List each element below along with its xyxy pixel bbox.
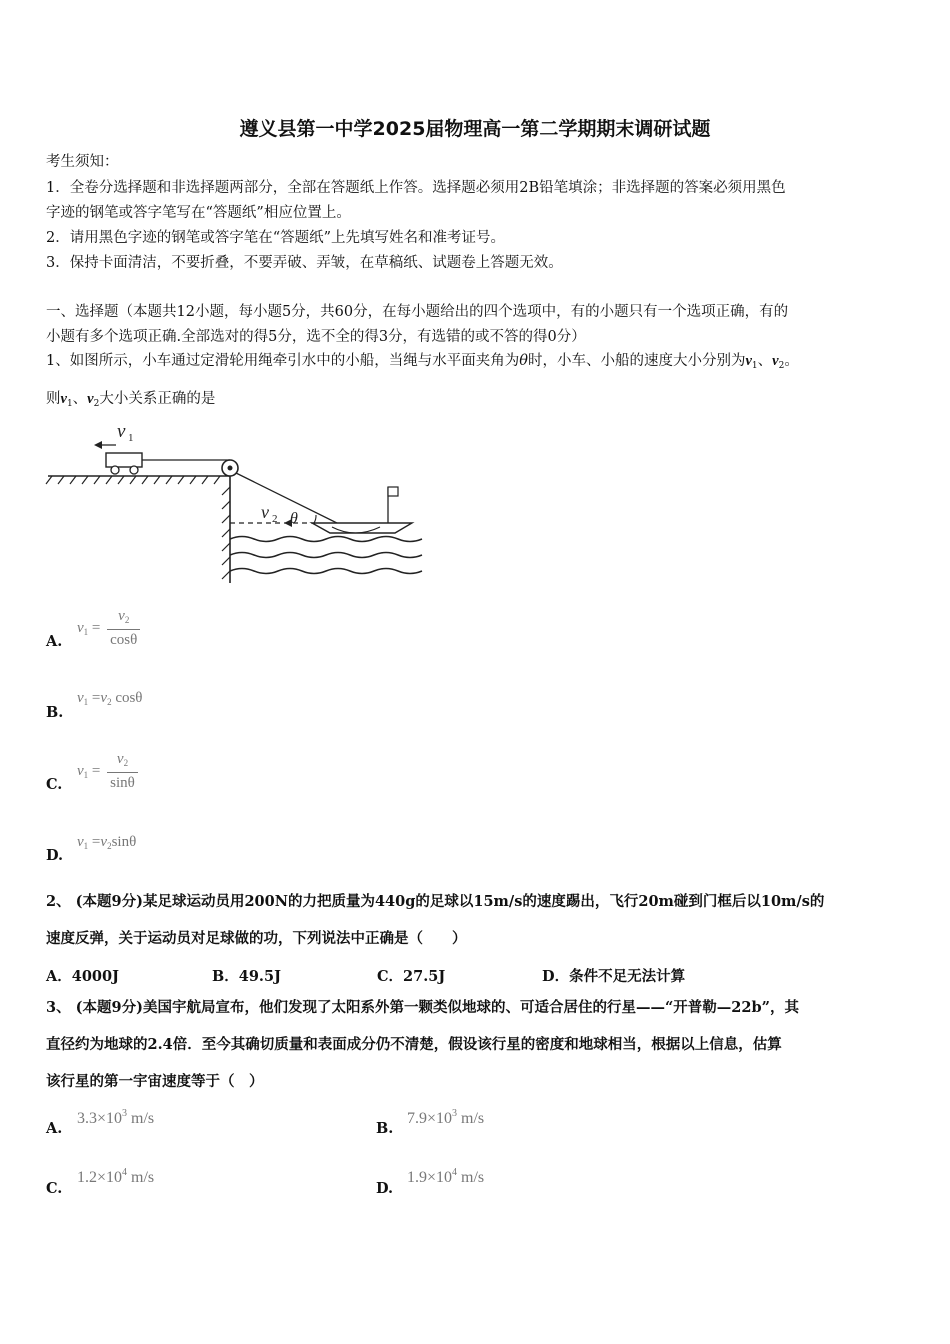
q3-stem-line3: 该行星的第一宇宙速度等于（ ） bbox=[46, 1073, 264, 1090]
q3-option-b-label: B. bbox=[376, 1120, 394, 1137]
page-title: 遵义县第一中学2025届物理高一第二学期期末调研试题 bbox=[239, 118, 711, 140]
notice-item-2: 2．请用黑色字迹的钢笔或答字笔在“答题纸”上先填写姓名和准考证号。 bbox=[46, 230, 506, 246]
q2-option-c: C．27.5J bbox=[377, 968, 446, 985]
section-heading-line1: 一、选择题（本题共12小题，每小题5分，共60分，在每小题给出的四个选项中，有的小题只有一个选项正确，有的 bbox=[46, 304, 789, 320]
q3-option-a-value: $3.3\times 10^3$ m/s bbox=[77, 1108, 155, 1127]
q2-option-a: A．4000J bbox=[46, 968, 119, 985]
q1-option-d-label: D. bbox=[46, 847, 64, 864]
theta-label: θ bbox=[290, 510, 298, 527]
q1-option-b-formula: $v_1 =v_2$ cosθ bbox=[77, 690, 143, 707]
q1-option-c-formula: $v_1$ = $\frac{v_2}{\sin\theta}$ bbox=[77, 750, 138, 793]
notice-item-1: 1．全卷分选择题和非选择题两部分，全部在答题纸上作答。选择题必须用2B铅笔填涂；非选择题的答案必须用黑色 bbox=[46, 180, 786, 196]
q3-option-b-value: $7.9\times 10^3$ m/s bbox=[407, 1108, 485, 1127]
notice-heading: 考生须知： bbox=[46, 154, 119, 170]
notice-item-1-cont: 字迹的钢笔或答字笔写在“答题纸”相应位置上。 bbox=[46, 205, 351, 221]
q3-stem-line1: 3、 (本题9分)美国宇航局宣布，他们发现了太阳系外第一颗类似地球的、可适合居住的行星——“开普勒—22b”，其 bbox=[46, 999, 799, 1016]
q1-option-a-formula: $v_1$ = $\frac{v_2}{\cos\theta}$ bbox=[77, 607, 140, 650]
q1-stem-line1: 1、如图所示，小车通过定滑轮用绳牵引水中的小船，当绳与水平面夹角为θ时，小车、小船的速度大小分别为$v_1$、$v_2$。 bbox=[46, 353, 799, 371]
q3-option-d-label: D. bbox=[376, 1180, 394, 1197]
q2-option-d: D．条件不足无法计算 bbox=[542, 968, 686, 985]
q1-option-c-label: C. bbox=[46, 776, 63, 793]
notice-item-3: 3．保持卡面清洁，不要折叠，不要弄破、弄皱，在草稿纸、试题卷上答题无效。 bbox=[46, 255, 563, 271]
v1-label: v bbox=[117, 421, 126, 442]
v2-sub: 2 bbox=[272, 513, 278, 525]
q2-stem-line2: 速度反弹，关于运动员对足球做的功，下列说法中正确是（ ） bbox=[46, 930, 467, 947]
q3-option-c-value: $1.2\times 10^4$ m/s bbox=[77, 1167, 155, 1186]
v2-label: v bbox=[261, 502, 269, 522]
q3-option-d-value: $1.9\times 10^4$ m/s bbox=[407, 1167, 485, 1186]
section-heading-line2: 小题有多个选项正确.全部选对的得5分，选不全的得3分，有选错的或不答的得0分） bbox=[46, 329, 586, 345]
q3-option-a-label: A. bbox=[46, 1120, 63, 1137]
q1-stem-line2: 则$v_1$、$v_2$大小关系正确的是 bbox=[46, 391, 216, 409]
q2-option-b: B．49.5J bbox=[212, 968, 281, 985]
q2-stem-line1: 2、 (本题9分)某足球运动员用200N的力把质量为440g的足球以15m/s的速度踢出，飞行20m碰到门框后以10m/s的 bbox=[46, 893, 825, 910]
q3-stem-line2: 直径约为地球的2.4倍．至今其确切质量和表面成分仍不清楚，假设该行星的密度和地球相当，根据以上信息，估算 bbox=[46, 1036, 782, 1053]
q3-option-c-label: C. bbox=[46, 1180, 63, 1197]
q1-figure bbox=[40, 415, 440, 600]
q1-option-d-formula: $v_1 =v_2\sin\theta$ bbox=[77, 834, 137, 851]
v1-sub: 1 bbox=[128, 432, 134, 444]
q1-option-b-label: B. bbox=[46, 704, 64, 721]
q1-option-a-label: A. bbox=[46, 633, 63, 650]
